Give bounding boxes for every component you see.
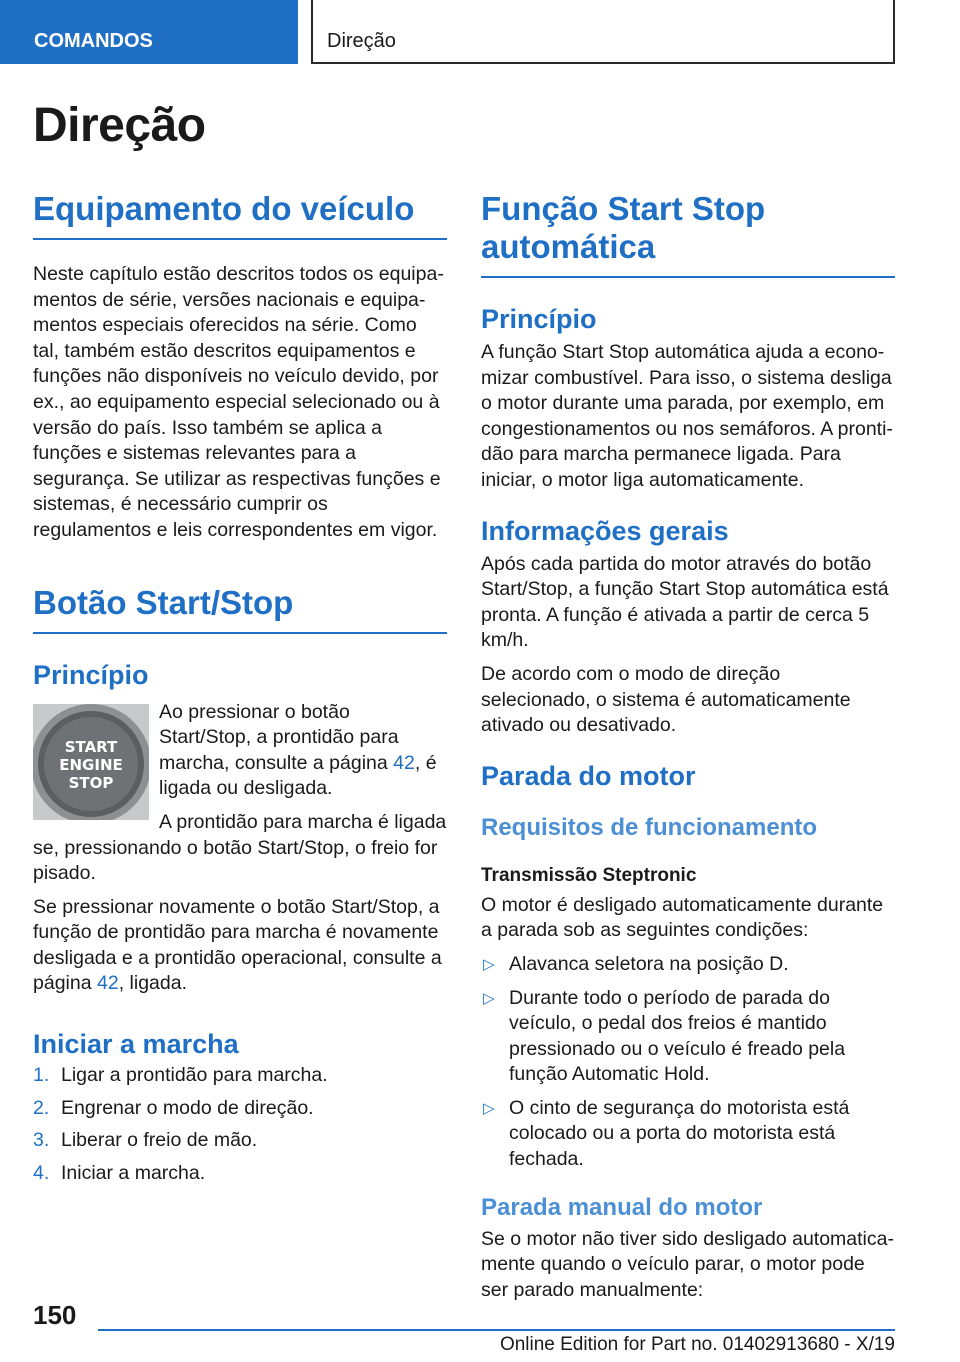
- equipment-text: Neste capítulo estão descritos todos os equipamentos de série, versões nacionais e equipamentos especiais oferecidos na série. Como tal, também estão descritos equipamentos e funções não disponíveis no veículo devido, por ex., ao equipamento especial selecionado ou à versão do país. Isso também se aplica a funções e sistemas relevantes para a segurança. Se utilizar as respectivas funções e sistemas, é necessário cumprir os regulamentos e leis correspondentes em vigor.: [33, 263, 444, 541]
- start-driving-steps: [33, 1063, 447, 1186]
- list-item: 3. Liberar o freio de mão.: [33, 1129, 258, 1152]
- left-column: [33, 190, 447, 1186]
- triangle-bullet-icon: ▷: [483, 989, 495, 1007]
- button-image-label-stop: STOP: [68, 773, 114, 792]
- manual-stop-heading: Parada manual do motor: [481, 1193, 763, 1221]
- equipment-heading: Equipamento do veículo: [33, 190, 447, 240]
- button-image-label-start: START: [64, 737, 118, 756]
- general-info-paragraph-2: De acordo com o modo de direção selecionado, o sistema é automaticamente ativado ou desativado.: [481, 662, 851, 737]
- principle-heading: Princípio: [33, 659, 149, 690]
- auto-principle-text: A função Start Stop automática ajuda a economizar combustível. Para isso, o sistema desliga o motor durante uma parada, por exemplo, em congestionamentos ou nos semáforos. A prontidão para marcha permanece ligada. Para iniciar, o motor liga automaticamente.: [481, 341, 893, 491]
- list-item: ▷ Alavanca seletora na posição D.: [481, 952, 895, 978]
- manual-stop-text: Se o motor não tiver sido desligado automaticamente quando o veículo parar, o motor pode ser parado manualmente:: [481, 1227, 894, 1301]
- button-image-label-engine: ENGINE: [59, 755, 123, 774]
- auto-start-stop-heading: Função Start Stop automática: [481, 190, 895, 278]
- auto-principle-heading: Princípio: [481, 304, 597, 334]
- list-item: 4. Iniciar a marcha.: [33, 1161, 206, 1184]
- list-item: 2. Engrenar o modo de direção.: [33, 1096, 314, 1119]
- transmission-text: O motor é desligado automaticamente durante a parada sob as seguintes condições:: [481, 893, 884, 942]
- start-stop-button-image: [33, 704, 149, 820]
- engine-stop-heading: Parada do motor: [481, 760, 696, 791]
- edition-footer: Online Edition for Part no. 01402913680 - X/19: [499, 1334, 895, 1355]
- list-item: ▷ O cinto de segurança do motorista está colocado ou a porta do motorista está fechada.: [483, 1096, 850, 1171]
- page-title: Direção: [33, 99, 206, 152]
- conditions-list: [481, 952, 895, 1173]
- start-driving-heading: Iniciar a marcha: [33, 1029, 239, 1060]
- page-link-42-second[interactable]: 42: [96, 972, 119, 995]
- triangle-bullet-icon: ▷: [483, 955, 495, 973]
- list-item: 1. Ligar a prontidão para marcha.: [33, 1064, 328, 1087]
- start-stop-button-heading: Botão Start/Stop: [33, 584, 447, 634]
- list-item: ▷ Durante todo o período de parada do veículo, o pedal dos freios é mantido pressionado ou o veículo é freado pela função Automatic Hold.: [483, 986, 846, 1086]
- principle-paragraph-2: A prontidão para marcha é ligada se, pressionando o botão Start/Stop, o freio for pisado.: [33, 810, 447, 885]
- page-link-42[interactable]: 42: [393, 751, 415, 774]
- general-info-paragraph-1: Após cada partida do motor através do botão Start/Stop, a função Start Stop automática está pronta. A função é ativada a partir de cerca 5 km/h.: [481, 552, 889, 652]
- general-info-heading: Informações gerais: [481, 515, 729, 546]
- chapter-header: Direção: [311, 0, 895, 64]
- page-number: 150: [33, 1300, 77, 1330]
- right-column: [481, 190, 895, 1303]
- footer-divider: [98, 1329, 895, 1331]
- triangle-bullet-icon: ▷: [483, 1099, 495, 1117]
- section-tab: COMANDOS: [0, 0, 298, 64]
- principle-paragraph-1: Ao pressionar o botão Start/Stop, a prontidão para marcha, consulte a página 42, é ligada ou desligada.: [159, 700, 437, 800]
- requirements-heading: Requisitos de funcionamento: [481, 813, 818, 841]
- transmission-heading: Transmissão Steptronic: [481, 864, 697, 886]
- principle-paragraph-3: Se pressionar novamente o botão Start/Stop, a função de prontidão para marcha é novamente desligada e a prontidão operacional, consulte a página 42, ligada.: [33, 895, 442, 995]
- principle-block: [33, 700, 447, 998]
